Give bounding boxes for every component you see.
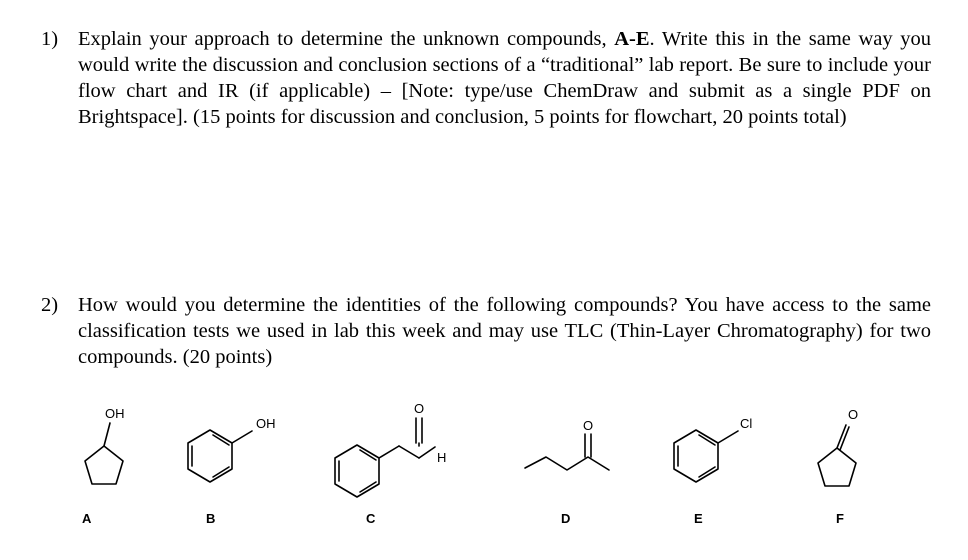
compound-c-label: C — [366, 511, 376, 526]
compound-structures — [0, 390, 968, 540]
compound-b-atom-oh: OH — [256, 416, 276, 431]
compound-f-structure — [818, 407, 858, 526]
question-1-text-b: . Write this in the same way you would write the discussion and conclusion sections of a “traditional” lab report. Be sure to include your flow chart and IR (if applicable) – [Note: type/use ChemDraw and submit as a single PDF on Brightspace]. (15 points for discussion and conclusion, 5 points for flowchart, 20 points total) — [78, 28, 932, 128]
compound-f-atom-o: O — [848, 407, 859, 422]
compound-e-structure — [674, 416, 752, 526]
compound-b-label: B — [206, 511, 216, 526]
compound-a-atom-oh: OH — [105, 406, 125, 421]
compound-f-label: F — [836, 511, 844, 526]
question-1-number: 1) — [41, 28, 59, 50]
compound-e-atom-cl: Cl — [740, 416, 753, 431]
compound-c-atom-o: O — [414, 401, 425, 416]
compound-c-structure — [335, 401, 446, 526]
question-1-text-a: Explain your approach to determine the unknown compounds, — [78, 28, 615, 50]
compound-d-atom-o: O — [583, 418, 594, 433]
compound-a-structure — [82, 406, 125, 526]
compound-a-label: A — [82, 511, 92, 526]
compound-e-label: E — [694, 511, 703, 526]
question-2-number: 2) — [41, 294, 59, 316]
compound-c-atom-h: H — [437, 450, 447, 465]
compound-d-structure — [525, 418, 609, 526]
compound-b-structure — [188, 416, 276, 526]
question-1-bold: A-E — [614, 28, 650, 50]
question-1 — [41, 26, 931, 130]
question-2 — [41, 292, 931, 370]
compound-d-label: D — [561, 511, 571, 526]
question-1-text — [78, 26, 931, 130]
question-2-text: How would you determine the identities of the following compounds? You have access to the same classification tests we used in lab this week and may use TLC (Thin-Layer Chromatography) for two compounds. (20 points) — [78, 294, 931, 368]
